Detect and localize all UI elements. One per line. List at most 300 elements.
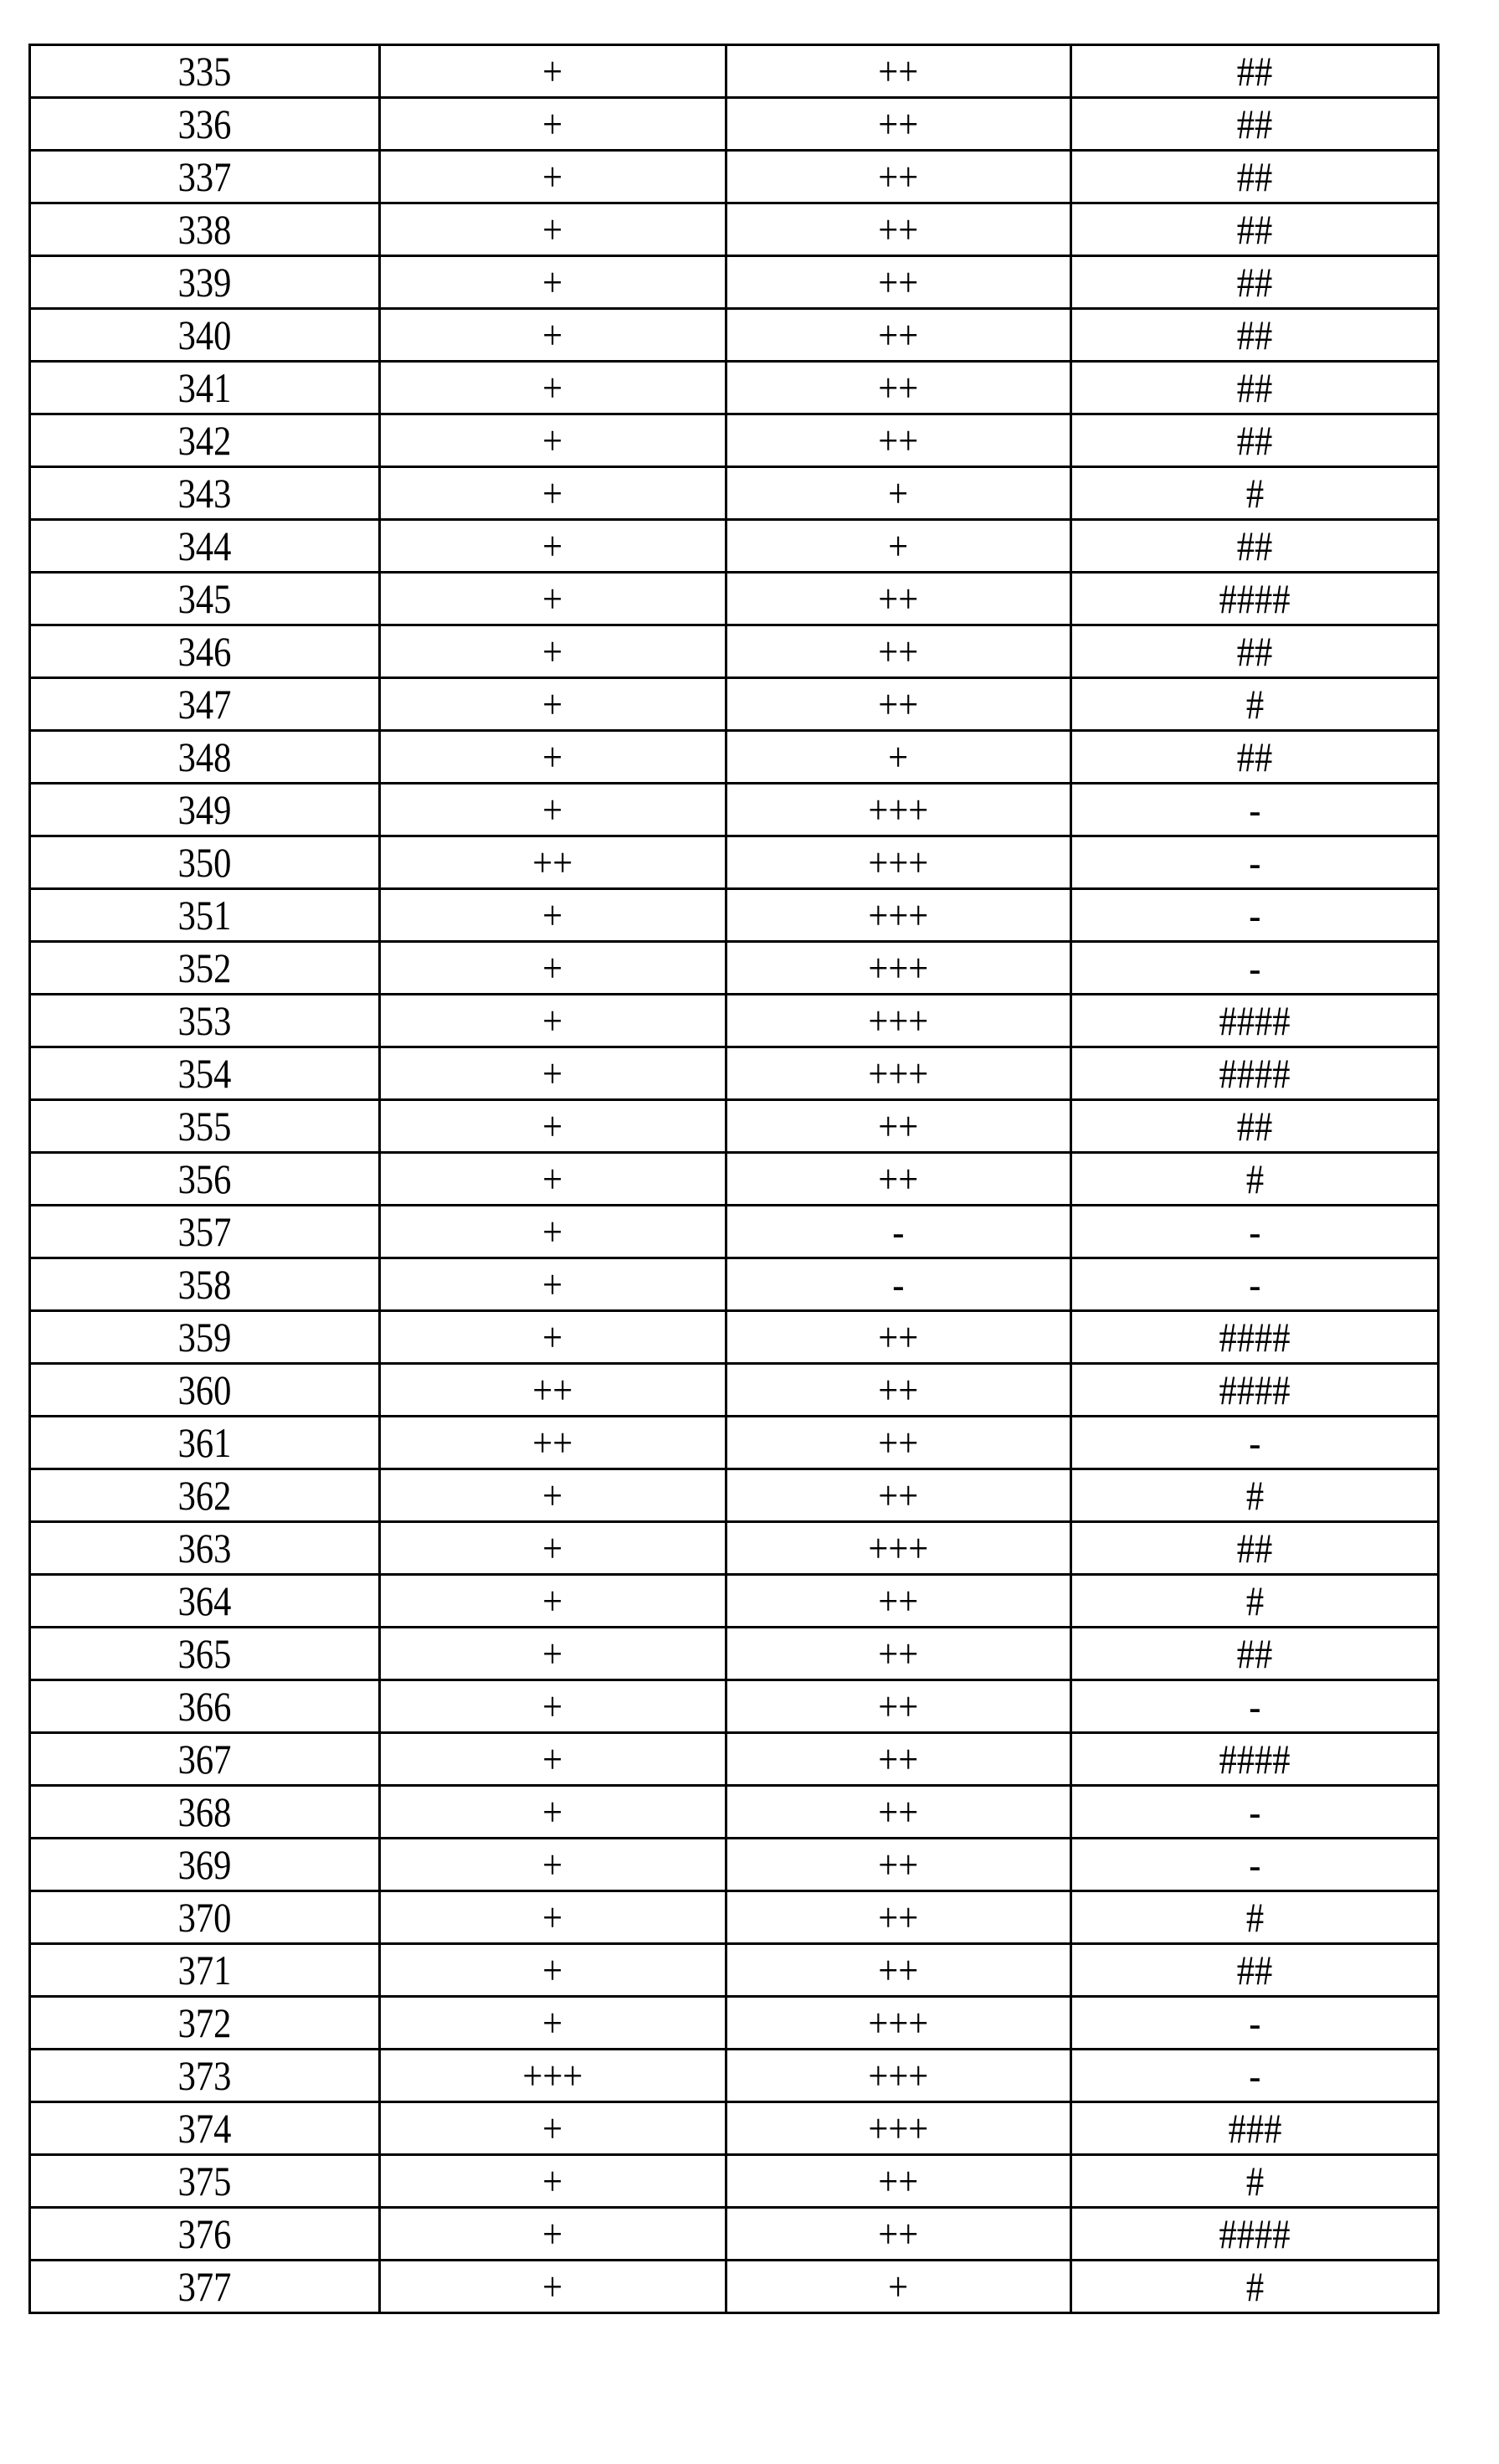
activity-c-cell [1071,1628,1439,1680]
cell-text: 340 [178,310,232,360]
cell-text: ## [1237,204,1273,255]
cell-text: ++ [879,626,919,676]
compound-id-cell [30,1311,380,1364]
activity-b-cell [726,45,1071,98]
activity-b-cell [726,2261,1071,2313]
cell-text: 341 [178,363,232,413]
data-table [28,44,1440,2314]
activity-a-cell [380,625,726,678]
activity-c-cell [1071,1997,1439,2050]
activity-b-cell [726,203,1071,256]
cell-text: + [543,2209,563,2259]
table-row [30,414,1439,467]
cell-text: + [543,1839,563,1890]
cell-text: + [543,1998,563,2048]
cell-text: 357 [178,1206,232,1257]
cell-text: ++ [879,204,919,255]
cell-text: #### [1219,1048,1291,1098]
activity-c-cell [1071,1153,1439,1206]
activity-a-cell [380,1047,726,1100]
cell-text: ++ [879,1365,919,1415]
cell-text: + [543,1312,563,1362]
activity-b-cell [726,414,1071,467]
activity-b-cell [726,1944,1071,1997]
cell-text: - [1249,1681,1260,1731]
activity-c-cell [1071,678,1439,731]
activity-a-cell [380,1786,726,1839]
compound-id-cell [30,1522,380,1575]
activity-c-cell [1071,203,1439,256]
activity-b-cell [726,1680,1071,1733]
cell-text: + [543,1734,563,1784]
cell-text: 363 [178,1523,232,1573]
cell-text: 359 [178,1312,232,1362]
table-row [30,573,1439,625]
compound-id-cell [30,467,380,520]
compound-id-cell [30,2155,380,2208]
activity-b-cell [726,1891,1071,1944]
activity-a-cell [380,1100,726,1153]
activity-c-cell [1071,1733,1439,1786]
cell-text: ++ [879,1154,919,1204]
activity-a-cell [380,731,726,784]
table-row [30,2102,1439,2155]
cell-text: #### [1219,1312,1291,1362]
cell-text: 360 [178,1365,232,1415]
cell-text: + [543,363,563,413]
compound-id-cell [30,1100,380,1153]
compound-id-cell [30,1944,380,1997]
activity-b-cell [726,98,1071,151]
cell-text: + [543,204,563,255]
cell-text: #### [1219,574,1291,624]
activity-c-cell [1071,467,1439,520]
cell-text: 368 [178,1787,232,1837]
activity-a-cell [380,151,726,203]
table-row [30,1891,1439,1944]
compound-id-cell [30,1733,380,1786]
table-row [30,942,1439,995]
cell-text: - [1249,1206,1260,1257]
cell-text: 343 [178,468,232,518]
activity-a-cell [380,414,726,467]
activity-b-cell [726,1417,1071,1469]
cell-text: # [1245,2156,1263,2206]
activity-b-cell [726,1153,1071,1206]
cell-text: - [892,1259,904,1309]
cell-text: 352 [178,943,232,993]
compound-id-cell [30,2208,380,2261]
cell-text: + [543,1576,563,1626]
cell-text: # [1245,1154,1263,1204]
activity-b-cell [726,1997,1071,2050]
compound-id-cell [30,203,380,256]
compound-id-cell [30,731,380,784]
activity-a-cell [380,1417,726,1469]
table-row [30,1680,1439,1733]
cell-text: + [543,1048,563,1098]
cell-text: +++ [523,2050,583,2101]
activity-c-cell [1071,256,1439,309]
compound-id-cell [30,995,380,1047]
compound-id-cell [30,625,380,678]
activity-a-cell [380,362,726,414]
activity-c-cell [1071,1891,1439,1944]
table-row [30,1628,1439,1680]
table-row [30,995,1439,1047]
cell-text: ## [1237,521,1273,571]
table-row [30,678,1439,731]
cell-text: + [543,1259,563,1309]
table-row [30,467,1439,520]
cell-text: +++ [869,2050,929,2101]
table-row [30,731,1439,784]
cell-text: + [543,732,563,782]
compound-id-cell [30,678,380,731]
cell-text: ++ [879,1470,919,1520]
compound-id-cell [30,1786,380,1839]
cell-text: #### [1219,995,1291,1046]
cell-text: 351 [178,890,232,940]
table-row [30,45,1439,98]
activity-a-cell [380,1522,726,1575]
table-row [30,1997,1439,2050]
compound-id-cell [30,309,380,362]
cell-text: - [1249,1998,1260,2048]
activity-a-cell [380,2261,726,2313]
activity-b-cell [726,2102,1071,2155]
compound-id-cell [30,2102,380,2155]
table-row [30,1733,1439,1786]
activity-c-cell [1071,784,1439,836]
activity-c-cell [1071,1839,1439,1891]
activity-b-cell [726,1206,1071,1258]
activity-a-cell [380,2050,726,2102]
activity-a-cell [380,45,726,98]
cell-text: + [543,679,563,729]
activity-c-cell [1071,1100,1439,1153]
cell-text: + [543,995,563,1046]
table-row [30,1417,1439,1469]
cell-text: 356 [178,1154,232,1204]
cell-text: - [1249,2050,1260,2101]
activity-c-cell [1071,1206,1439,1258]
cell-text: +++ [869,1998,929,2048]
table-row [30,2208,1439,2261]
cell-text: 353 [178,995,232,1046]
cell-text: - [1249,837,1260,887]
cell-text: ## [1237,415,1273,466]
activity-a-cell [380,1628,726,1680]
cell-text: - [1249,943,1260,993]
cell-text: + [889,521,909,571]
activity-c-cell [1071,309,1439,362]
cell-text: ## [1237,732,1273,782]
activity-a-cell [380,995,726,1047]
cell-text: + [543,1154,563,1204]
table-row [30,2155,1439,2208]
cell-text: ## [1237,626,1273,676]
cell-text: ## [1237,257,1273,307]
cell-text: - [1249,1259,1260,1309]
table-row [30,1311,1439,1364]
cell-text: ++ [879,257,919,307]
activity-b-cell [726,942,1071,995]
table-row [30,2050,1439,2102]
cell-text: + [543,46,563,96]
activity-c-cell [1071,1680,1439,1733]
activity-a-cell [380,203,726,256]
cell-text: - [1249,1787,1260,1837]
cell-text: + [543,468,563,518]
cell-text: + [543,890,563,940]
activity-b-cell [726,1839,1071,1891]
cell-text: + [543,2103,563,2153]
compound-id-cell [30,1258,380,1311]
cell-text: 373 [178,2050,232,2101]
activity-c-cell [1071,98,1439,151]
cell-text: + [543,257,563,307]
cell-text: 346 [178,626,232,676]
cell-text: ++ [879,2156,919,2206]
compound-id-cell [30,362,380,414]
compound-id-cell [30,151,380,203]
table-row [30,1839,1439,1891]
table-row [30,203,1439,256]
cell-text: +++ [869,890,929,940]
cell-text: + [543,784,563,835]
cell-text: ++ [879,310,919,360]
cell-text: ## [1237,310,1273,360]
table-row [30,309,1439,362]
cell-text: ## [1237,1101,1273,1151]
activity-b-cell [726,889,1071,942]
cell-text: 355 [178,1101,232,1151]
activity-b-cell [726,995,1071,1047]
cell-text: ++ [879,1892,919,1942]
cell-text: + [543,1470,563,1520]
activity-c-cell [1071,2050,1439,2102]
cell-text: ++ [879,1101,919,1151]
cell-text: +++ [869,784,929,835]
cell-text: - [1249,890,1260,940]
activity-b-cell [726,2208,1071,2261]
cell-text: 371 [178,1945,232,1995]
table-row [30,1469,1439,1522]
cell-text: 344 [178,521,232,571]
activity-a-cell [380,573,726,625]
table-row [30,1522,1439,1575]
table-row [30,625,1439,678]
activity-c-cell [1071,2155,1439,2208]
cell-text: +++ [869,995,929,1046]
cell-text: 362 [178,1470,232,1520]
compound-id-cell [30,889,380,942]
cell-text: 365 [178,1628,232,1679]
activity-b-cell [726,1258,1071,1311]
table-row [30,1153,1439,1206]
activity-b-cell [726,1733,1071,1786]
table-row [30,151,1439,203]
compound-id-cell [30,1417,380,1469]
compound-id-cell [30,942,380,995]
cell-text: + [889,468,909,518]
cell-text: ++ [879,1839,919,1890]
cell-text: + [543,521,563,571]
cell-text: ++ [879,152,919,202]
cell-text: ++ [879,1945,919,1995]
cell-text: - [1249,1417,1260,1468]
cell-text: ++ [533,1417,573,1468]
compound-id-cell [30,98,380,151]
cell-text: + [543,1681,563,1731]
activity-a-cell [380,836,726,889]
activity-b-cell [726,1522,1071,1575]
cell-text: 366 [178,1681,232,1731]
activity-c-cell [1071,2261,1439,2313]
cell-text: + [543,2156,563,2206]
activity-b-cell [726,520,1071,573]
compound-id-cell [30,2050,380,2102]
cell-text: +++ [869,1048,929,1098]
activity-b-cell [726,1047,1071,1100]
cell-text: 345 [178,574,232,624]
cell-text: + [543,152,563,202]
table-row [30,1944,1439,1997]
cell-text: + [889,732,909,782]
cell-text: ++ [879,574,919,624]
activity-c-cell [1071,889,1439,942]
cell-text: 339 [178,257,232,307]
activity-b-cell [726,1364,1071,1417]
cell-text: ## [1237,152,1273,202]
activity-a-cell [380,1206,726,1258]
table-row [30,1258,1439,1311]
cell-text: 349 [178,784,232,835]
cell-text: ## [1237,46,1273,96]
cell-text: ++ [533,837,573,887]
activity-a-cell [380,942,726,995]
cell-text: 369 [178,1839,232,1890]
cell-text: # [1245,2261,1263,2312]
cell-text: # [1245,1892,1263,1942]
cell-text: 375 [178,2156,232,2206]
cell-text: - [1249,784,1260,835]
activity-a-cell [380,520,726,573]
activity-c-cell [1071,731,1439,784]
cell-text: 337 [178,152,232,202]
activity-b-cell [726,151,1071,203]
cell-text: 358 [178,1259,232,1309]
cell-text: ++ [879,2209,919,2259]
activity-a-cell [380,784,726,836]
activity-b-cell [726,309,1071,362]
activity-a-cell [380,1311,726,1364]
cell-text: ### [1228,2103,1281,2153]
activity-c-cell [1071,2208,1439,2261]
table-row [30,256,1439,309]
cell-text: # [1245,1470,1263,1520]
compound-id-cell [30,1575,380,1628]
cell-text: + [543,415,563,466]
activity-c-cell [1071,1522,1439,1575]
table-row [30,1047,1439,1100]
cell-text: +++ [869,1523,929,1573]
cell-text: ++ [879,1787,919,1837]
activity-a-cell [380,1575,726,1628]
cell-text: # [1245,1576,1263,1626]
activity-a-cell [380,1258,726,1311]
activity-c-cell [1071,1575,1439,1628]
cell-text: + [543,99,563,149]
table-row [30,362,1439,414]
activity-a-cell [380,309,726,362]
activity-a-cell [380,1364,726,1417]
activity-a-cell [380,1891,726,1944]
activity-b-cell [726,2050,1071,2102]
compound-id-cell [30,784,380,836]
table-body [30,45,1439,2313]
activity-c-cell [1071,45,1439,98]
activity-b-cell [726,784,1071,836]
table-row [30,1786,1439,1839]
cell-text: - [892,1206,904,1257]
activity-b-cell [726,1628,1071,1680]
cell-text: 361 [178,1417,232,1468]
cell-text: + [543,1206,563,1257]
cell-text: ++ [879,415,919,466]
activity-b-cell [726,1575,1071,1628]
activity-a-cell [380,467,726,520]
compound-id-cell [30,1680,380,1733]
table-row [30,520,1439,573]
activity-b-cell [726,1311,1071,1364]
activity-a-cell [380,1733,726,1786]
activity-a-cell [380,1997,726,2050]
activity-b-cell [726,573,1071,625]
activity-a-cell [380,2155,726,2208]
activity-b-cell [726,362,1071,414]
activity-a-cell [380,1153,726,1206]
cell-text: 342 [178,415,232,466]
activity-b-cell [726,836,1071,889]
cell-text: 348 [178,732,232,782]
cell-text: +++ [869,2103,929,2153]
activity-a-cell [380,889,726,942]
activity-c-cell [1071,1047,1439,1100]
activity-a-cell [380,678,726,731]
cell-text: +++ [869,943,929,993]
activity-c-cell [1071,520,1439,573]
cell-text: ## [1237,363,1273,413]
compound-id-cell [30,1469,380,1522]
cell-text: ++ [879,1681,919,1731]
activity-c-cell [1071,362,1439,414]
cell-text: + [543,626,563,676]
cell-text: 336 [178,99,232,149]
cell-text: 354 [178,1048,232,1098]
compound-id-cell [30,1891,380,1944]
cell-text: ++ [879,363,919,413]
compound-id-cell [30,2261,380,2313]
cell-text: + [543,310,563,360]
cell-text: ++ [879,1628,919,1679]
compound-id-cell [30,836,380,889]
activity-c-cell [1071,1311,1439,1364]
compound-id-cell [30,520,380,573]
cell-text: ++ [879,1734,919,1784]
cell-text: + [543,1523,563,1573]
